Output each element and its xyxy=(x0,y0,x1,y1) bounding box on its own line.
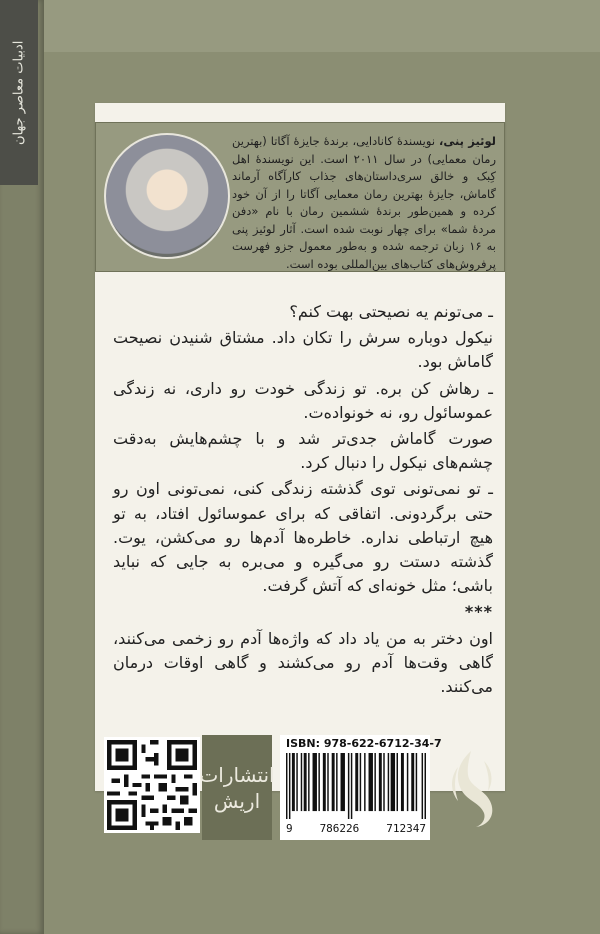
publisher-badge xyxy=(199,735,275,840)
isbn-barcode xyxy=(280,735,442,840)
bottom-info xyxy=(102,735,502,840)
excerpt-paragraph: ـ تو نمی‌تونی توی گذشته زندگی کنی، نمی‌تونی اون رو حتی برگردونی. اتفاقی که برای عموسائول افتاد، به تو هیچ ارتباطی نداره. خاطره‌ها آدم‌ها رو می‌کشن، یوت. گذشته دستت رو می‌گیره و می‌بره به جایی که نباید باشی؛ مثل خونه‌ای که آتش گرفت. xyxy=(113,479,493,596)
qr-code-icon xyxy=(104,737,200,833)
top-strip xyxy=(44,0,600,52)
author-box xyxy=(95,122,505,272)
barcode-icon xyxy=(286,753,426,819)
excerpt-paragraph: ـ رهاش کن بره. تو زندگی خودت رو داری، نه زندگی عموسائول رو، نه خونواده‌ت. xyxy=(113,378,493,422)
author-bio-text: نویسندهٔ کانادایی، برندهٔ جایزهٔ آگاتا (بهترین رمان معمایی) در سال ۲۰۱۱ است. این نویسندهٔ اهل کِبک و خالق سری‌داستان‌های جذاب کارآگاه آرماند گاماش، جایزهٔ بهترین رمان معمایی آگاتا را از آن خود کرده و همین‌طور برندهٔ ششمین رمان با نام «دفن مردهٔ شما» برای چهار نوبت شده است. آثار لوئیز پنی به ۱۶ زبان ترجمه شده و به‌طور معمول جزو فهرست پرفروش‌های کتاب‌های بین‌المللی بوده است. xyxy=(232,134,496,271)
author-bio xyxy=(232,133,496,273)
publisher-line2: اریش xyxy=(213,788,261,813)
publisher-line1: انتشارات xyxy=(199,762,275,787)
isbn-digit-group2: 712347 xyxy=(386,822,426,835)
isbn-digits xyxy=(286,822,426,835)
excerpt-closing: اون دختر به من یاد داد که واژه‌ها آدم رو زخمی می‌کنند، گاهی وقت‌ها آدم رو می‌کشند و گاهی اوقات درمان می‌کنند. xyxy=(113,628,493,697)
excerpt-paragraph: صورت گاماش جدی‌تر شد و با چشم‌هایش به‌دقت چشم‌های نیکول را دنبال کرد. xyxy=(113,429,493,473)
excerpt-paragraph: ـ می‌تونم یه نصیحتی بهت کنم؟ xyxy=(289,302,493,321)
author-name: لوئیز پنی، xyxy=(438,134,496,148)
isbn-digit-lead: 9 xyxy=(286,822,293,835)
publisher-logo-icon xyxy=(440,747,502,829)
series-label: ادبیات معاصر جهان xyxy=(0,0,38,185)
isbn-label: ISBN: 978-622-6712-34-7 xyxy=(286,737,442,750)
separator: *** xyxy=(464,602,493,622)
excerpt xyxy=(113,300,493,701)
author-photo xyxy=(104,133,230,259)
isbn-digit-group1: 786226 xyxy=(319,822,360,835)
excerpt-paragraph: نیکول دوباره سرش را تکان داد. مشتاق شنیدن نصیحت گاماش بود. xyxy=(113,328,493,372)
